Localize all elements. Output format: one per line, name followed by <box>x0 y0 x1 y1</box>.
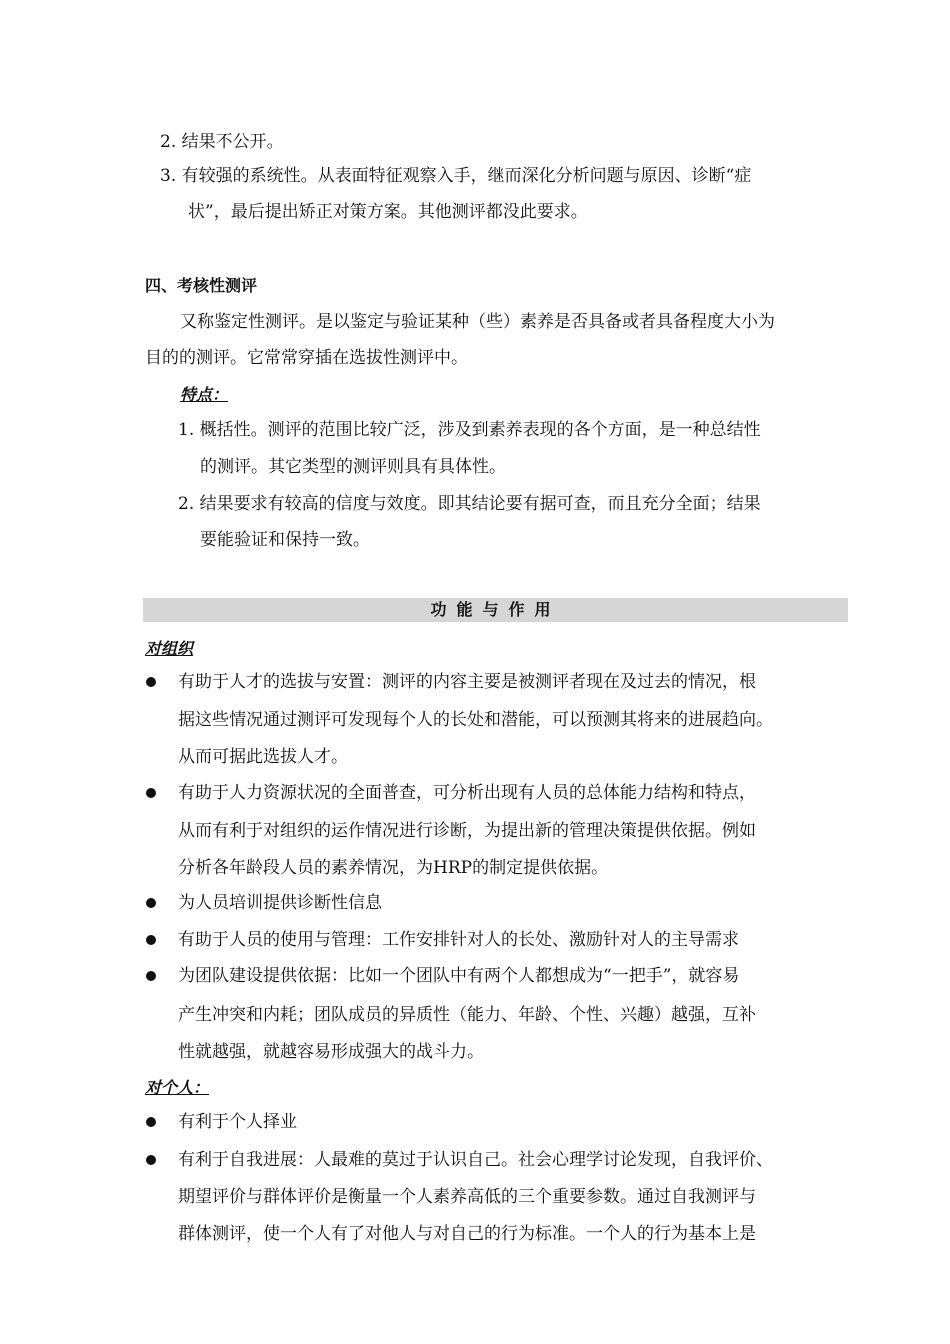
individual-label: 对个人： <box>145 1078 210 1097</box>
bullet-icon <box>146 1155 156 1165</box>
section-title-bar <box>143 598 848 622</box>
org-bullet-2-line2: 从而有利于对组织的运作情况进行诊断，为提出新的管理决策提供依据。例如 <box>178 821 756 841</box>
section-heading: 四、考核性测评 <box>145 276 258 295</box>
bullet-icon <box>146 971 156 981</box>
org-bullet-1-line1: 有助于人才的选拔与安置：测评的内容主要是被测评者现在及过去的情况，根 <box>178 672 756 692</box>
list-item-3-line2: 状”，最后提出矫正对策方案。其他测评都没此要求。 <box>188 202 588 222</box>
intro-line1: 又称鉴定性测评。是以鉴定与验证某种（些）素养是否具备或者具备程度大小为 <box>180 312 775 332</box>
org-bullet-3: 为人员培训提供诊断性信息 <box>178 893 382 913</box>
ind-bullet-2-line1: 有利于自我进展：人最难的莫过于认识自己。社会心理学讨论发现，自我评价、 <box>178 1150 773 1170</box>
org-bullet-5-line3: 性就越强，就越容易形成强大的战斗力。 <box>178 1042 484 1062</box>
org-label: 对组织 <box>145 639 194 658</box>
bullet-icon <box>146 788 156 798</box>
feature-2-line1: 2. 结果要求有较高的信度与效度。即其结论要有据可查，而且充分全面；结果 <box>178 494 761 514</box>
bullet-icon <box>146 677 156 687</box>
list-item-2: 2. 结果不公开。 <box>160 132 284 152</box>
list-item-3-line1: 3. 有较强的系统性。从表面特征观察入手，继而深化分析问题与原因、诊断“症 <box>160 166 752 186</box>
org-bullet-1-line3: 从而可据此选拔人才。 <box>178 747 348 767</box>
org-bullet-5-line1: 为团队建设提供依据：比如一个团队中有两个人都想成为“一把手”，就容易 <box>178 966 740 986</box>
bullet-icon <box>146 1117 156 1127</box>
org-bullet-2-line3: 分析各年龄段人员的素养情况，为HRP的制定提供依据。 <box>178 858 609 878</box>
ind-bullet-2-line3: 群体测评，使一个人有了对他人与对自己的行为标准。一个人的行为基本上是 <box>178 1224 756 1244</box>
features-label: 特点： <box>180 385 229 404</box>
bullet-icon <box>146 935 156 945</box>
org-bullet-5-line2: 产生冲突和内耗；团队成员的异质性（能力、年龄、个性、兴趣）越强，互补 <box>178 1005 756 1025</box>
org-bullet-4: 有助于人员的使用与管理：工作安排针对人的长处、激励针对人的主导需求 <box>178 930 739 950</box>
feature-2-line2: 要能验证和保持一致。 <box>200 530 370 550</box>
feature-1-line2: 的测评。其它类型的测评则具有具体性。 <box>200 457 506 477</box>
section-title: 功能与作用 <box>430 600 561 619</box>
intro-line2: 目的的测评。它常常穿插在选拔性测评中。 <box>145 348 468 368</box>
feature-1-line1: 1. 概括性。测评的范围比较广泛，涉及到素养表现的各个方面，是一种总结性 <box>178 420 761 440</box>
org-bullet-1-line2: 据这些情况通过测评可发现每个人的长处和潜能，可以预测其将来的进展趋向。 <box>178 710 773 730</box>
org-bullet-2-line1: 有助于人力资源状况的全面普查，可分析出现有人员的总体能力结构和特点， <box>178 783 756 803</box>
ind-bullet-2-line2: 期望评价与群体评价是衡量一个人素养高低的三个重要参数。通过自我测评与 <box>178 1187 756 1207</box>
ind-bullet-1: 有利于个人择业 <box>178 1112 297 1132</box>
bullet-icon <box>146 898 156 908</box>
